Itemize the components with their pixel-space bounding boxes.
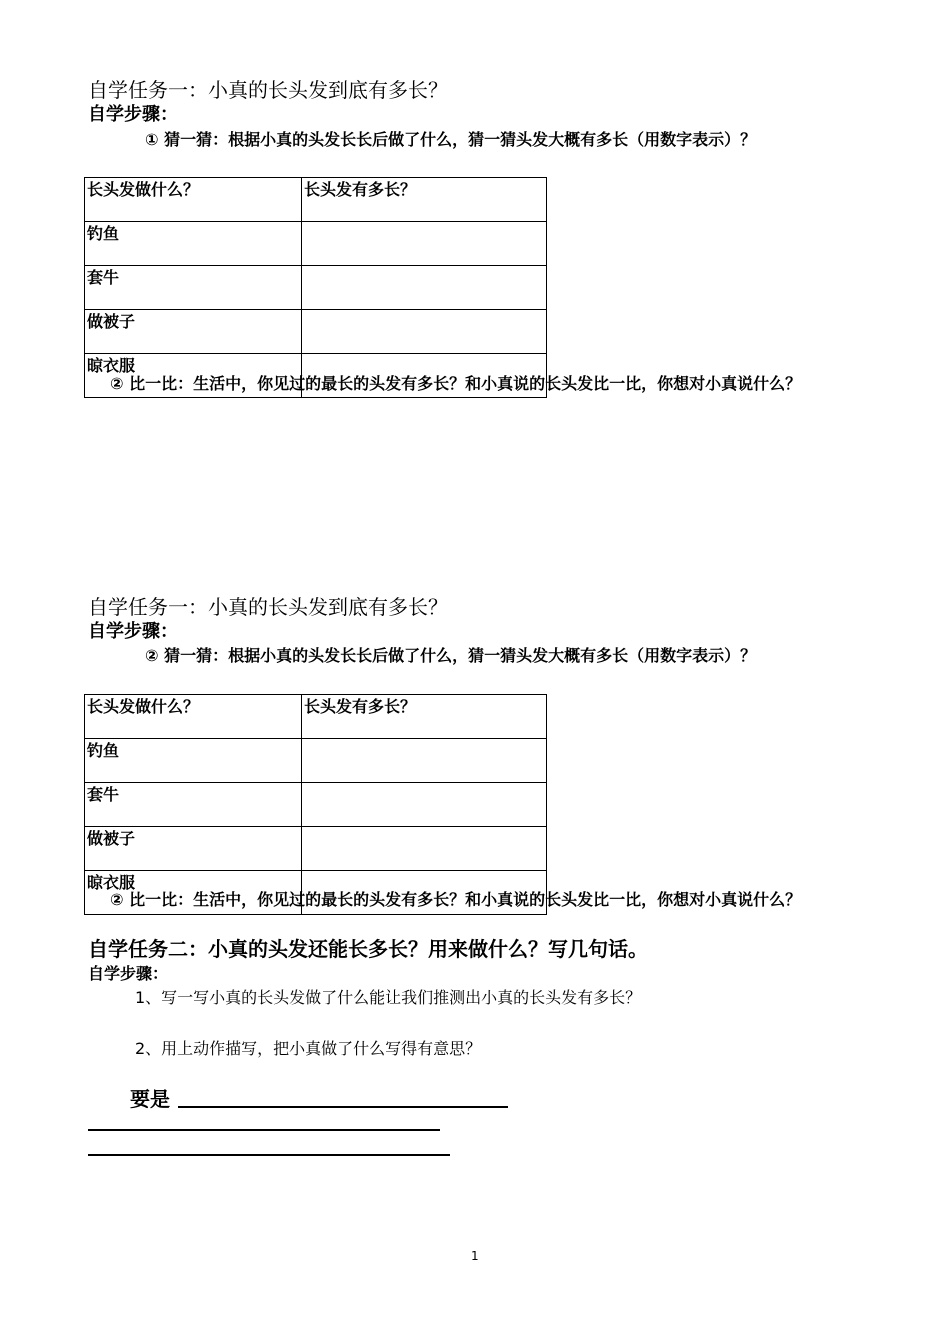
table-row: [85, 310, 547, 354]
section2-step1: ② 猜一猜：根据小真的头发长长后做了什么，猜一猜头发大概有多长（用数字表示）？: [145, 646, 757, 665]
section2-title: 自学任务一：小真的长头发到底有多长？: [88, 595, 448, 619]
table-header-row: [85, 695, 547, 739]
table-cell-length-input[interactable]: [302, 783, 547, 827]
section1-steps-label: 自学步骤：: [88, 104, 178, 125]
writing-line[interactable]: [88, 1154, 450, 1156]
table-header-cell: 长头发有多长？: [302, 695, 547, 739]
writing-prompt: 要是: [130, 1087, 170, 1111]
table-header-row: [85, 178, 547, 222]
section2-step2: ② 比一比：生活中，你见过的最长的头发有多长？和小真说的长头发比一比，你想对小真说什么？: [110, 890, 802, 909]
table-cell-activity: 做被子: [85, 310, 302, 354]
section2-table: [84, 694, 547, 915]
table-row: [85, 739, 547, 783]
table-cell-length-input[interactable]: [302, 266, 547, 310]
table-cell-length-input[interactable]: [302, 222, 547, 266]
section2-steps-label: 自学步骤：: [88, 621, 178, 642]
table-row: [85, 783, 547, 827]
table-header-cell: 长头发有多长？: [302, 178, 547, 222]
table-cell-activity: 做被子: [85, 827, 302, 871]
table-cell-activity: 钓鱼: [85, 222, 302, 266]
table-row: [85, 827, 547, 871]
table-row: [85, 266, 547, 310]
table-cell-length-input[interactable]: [302, 739, 547, 783]
table-cell-activity: 钓鱼: [85, 739, 302, 783]
table-cell-length-input[interactable]: [302, 310, 547, 354]
table-header-cell: 长头发做什么？: [85, 695, 302, 739]
section3-steps-label: 自学步骤：: [88, 964, 169, 983]
section1-step1: ① 猜一猜：根据小真的头发长长后做了什么，猜一猜头发大概有多长（用数字表示）？: [145, 130, 757, 149]
table-cell-activity: 套牛: [85, 783, 302, 827]
section3-title: 自学任务二：小真的头发还能长多长？用来做什么？写几句话。: [88, 937, 648, 961]
page-number: 1: [471, 1249, 479, 1263]
writing-line[interactable]: [178, 1106, 508, 1108]
table-row: [85, 222, 547, 266]
writing-line[interactable]: [88, 1129, 440, 1131]
table-cell-activity: 套牛: [85, 266, 302, 310]
section3-item2: 2、用上动作描写，把小真做了什么写得有意思？: [135, 1039, 482, 1058]
section1-step2: ② 比一比：生活中，你见过的最长的头发有多长？和小真说的长头发比一比，你想对小真说什么？: [110, 374, 802, 393]
table-cell-length-input[interactable]: [302, 827, 547, 871]
section1-title: 自学任务一：小真的长头发到底有多长？: [88, 78, 448, 102]
table-cell-activity: 晾衣服: [85, 871, 302, 915]
section1-table: [84, 177, 547, 398]
table-header-cell: 长头发做什么？: [85, 178, 302, 222]
table-cell-activity: 晾衣服: [85, 354, 302, 398]
section3-item1: 1、写一写小真的长头发做了什么能让我们推测出小真的长头发有多长？: [135, 988, 642, 1007]
